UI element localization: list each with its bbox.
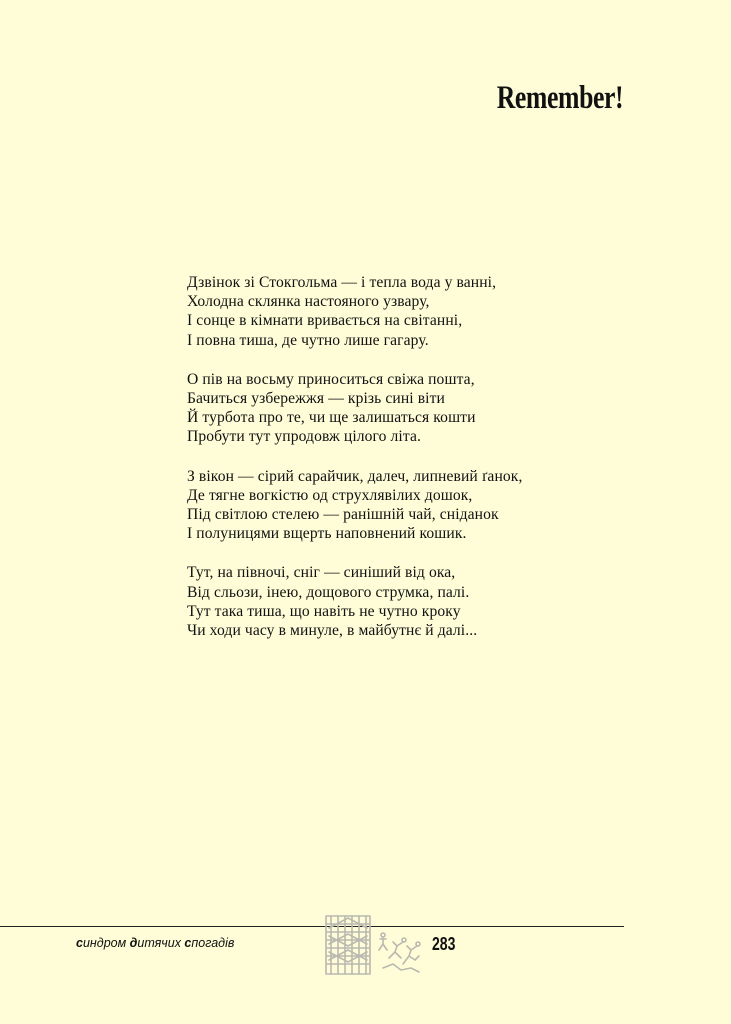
poem-line: Під світлою стелею — ранішній чай, сніданок (187, 506, 499, 524)
poem-line: І повна тиша, де чутно лише гагару. (187, 331, 429, 349)
stanza-1 (187, 273, 687, 350)
stanza-3 (187, 467, 687, 544)
poem-line: Де тягне вогкістю од струхлявілих дошок, (187, 486, 473, 504)
poem-line: І сонце в кімнати вривається на світанні, (187, 312, 463, 330)
poem-body (187, 273, 687, 660)
title-initial: с (184, 936, 192, 950)
stanza-2 (187, 370, 687, 447)
title-initial: с (76, 936, 83, 950)
poem-line: О пів на восьму приноситься свіжа пошта, (187, 370, 475, 388)
poem-line: Від сльози, інею, дощового струмка, палі. (187, 583, 470, 601)
title-part: итячих (137, 936, 185, 950)
poem-line: Пробути тут упродовж цілого літа. (187, 428, 421, 446)
title-part: погадів (191, 936, 235, 950)
title-initial: д (129, 936, 138, 950)
poem-line: Чи ходи часу в минуле, в майбутнє й далі... (187, 622, 478, 640)
poem-line: Й турбота про те, чи ще залишаться кошти (187, 409, 476, 427)
page-number: 283 (432, 934, 456, 954)
footer-divider (0, 926, 624, 927)
stanza-4 (187, 563, 687, 640)
poem-title: Remember! (496, 80, 623, 116)
poem-line: Тут така тиша, що навіть не чутно кроку (187, 602, 461, 620)
poem-line: З вікон — сірий сарайчик, далеч, липневий ґанок, (187, 467, 523, 485)
title-part: индром (82, 936, 130, 950)
folk-ornament-icon (323, 912, 423, 978)
poem-line: Бачиться узбережжя — крізь сині віти (187, 390, 445, 408)
running-footer-book-title (76, 936, 234, 950)
poem-line: І полуницями вщерть наповнений кошик. (187, 525, 467, 543)
poem-line: Холодна склянка настояного узвару, (187, 293, 430, 311)
poem-line: Дзвінок зі Стокгольма — і тепла вода у ванні, (187, 274, 497, 291)
poem-line: Тут, на півночі, сніг — синіший від ока, (187, 564, 456, 582)
